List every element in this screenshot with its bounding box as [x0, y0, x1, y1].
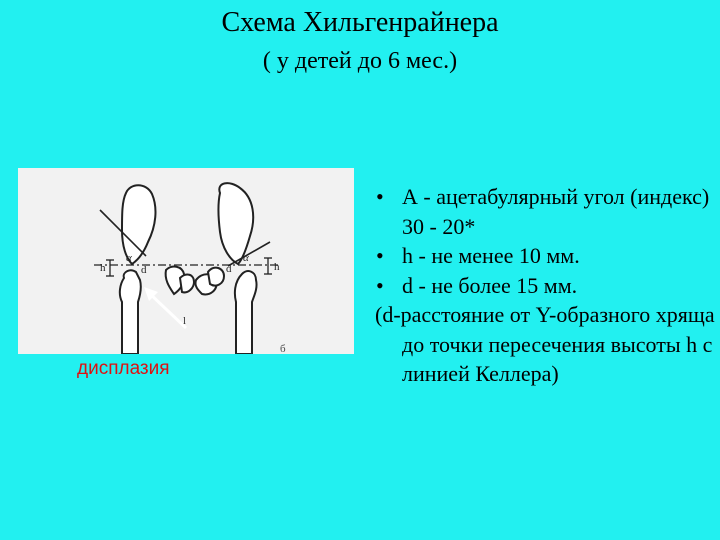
label-h-right: h	[274, 261, 280, 273]
svg-text:б: б	[280, 343, 286, 354]
right-femur	[235, 271, 257, 354]
bullet-item-d	[370, 271, 715, 301]
slide-title: Схема Хильгенрайнера	[221, 7, 499, 38]
bullet-item-h	[370, 241, 715, 271]
left-femur	[120, 270, 141, 354]
label-alpha-left: α	[126, 252, 132, 264]
dysplasia-arrow	[148, 292, 186, 328]
label-d-right: d	[226, 263, 232, 275]
definition-note: (d-расстояние от Y-образного хряща до точки пересечения высоты h с линией Келлера)	[375, 302, 715, 386]
bullet-icon: •	[376, 184, 384, 209]
criteria-list	[370, 182, 715, 389]
bullet-text: А - ацетабулярный угол (индекс) 30 - 20*	[402, 184, 710, 239]
dysplasia-caption: дисплазия	[77, 358, 170, 379]
bullet-icon: •	[376, 272, 384, 298]
label-d-left: d	[141, 264, 147, 276]
hilgenreiner-scheme-image	[18, 168, 354, 354]
bullet-item-angle	[370, 182, 715, 241]
slide-subtitle: ( у детей до 6 мес.)	[262, 48, 458, 74]
label-alpha-right: α	[243, 252, 249, 264]
bullet-text: h - не менее 10 мм.	[402, 243, 580, 268]
label-h-left: h	[100, 262, 106, 274]
svg-text:l: l	[183, 315, 187, 327]
bullet-icon: •	[376, 243, 384, 268]
hip-xray-drawing	[18, 168, 354, 354]
bullet-text: d - не более 15 мм.	[402, 272, 578, 298]
